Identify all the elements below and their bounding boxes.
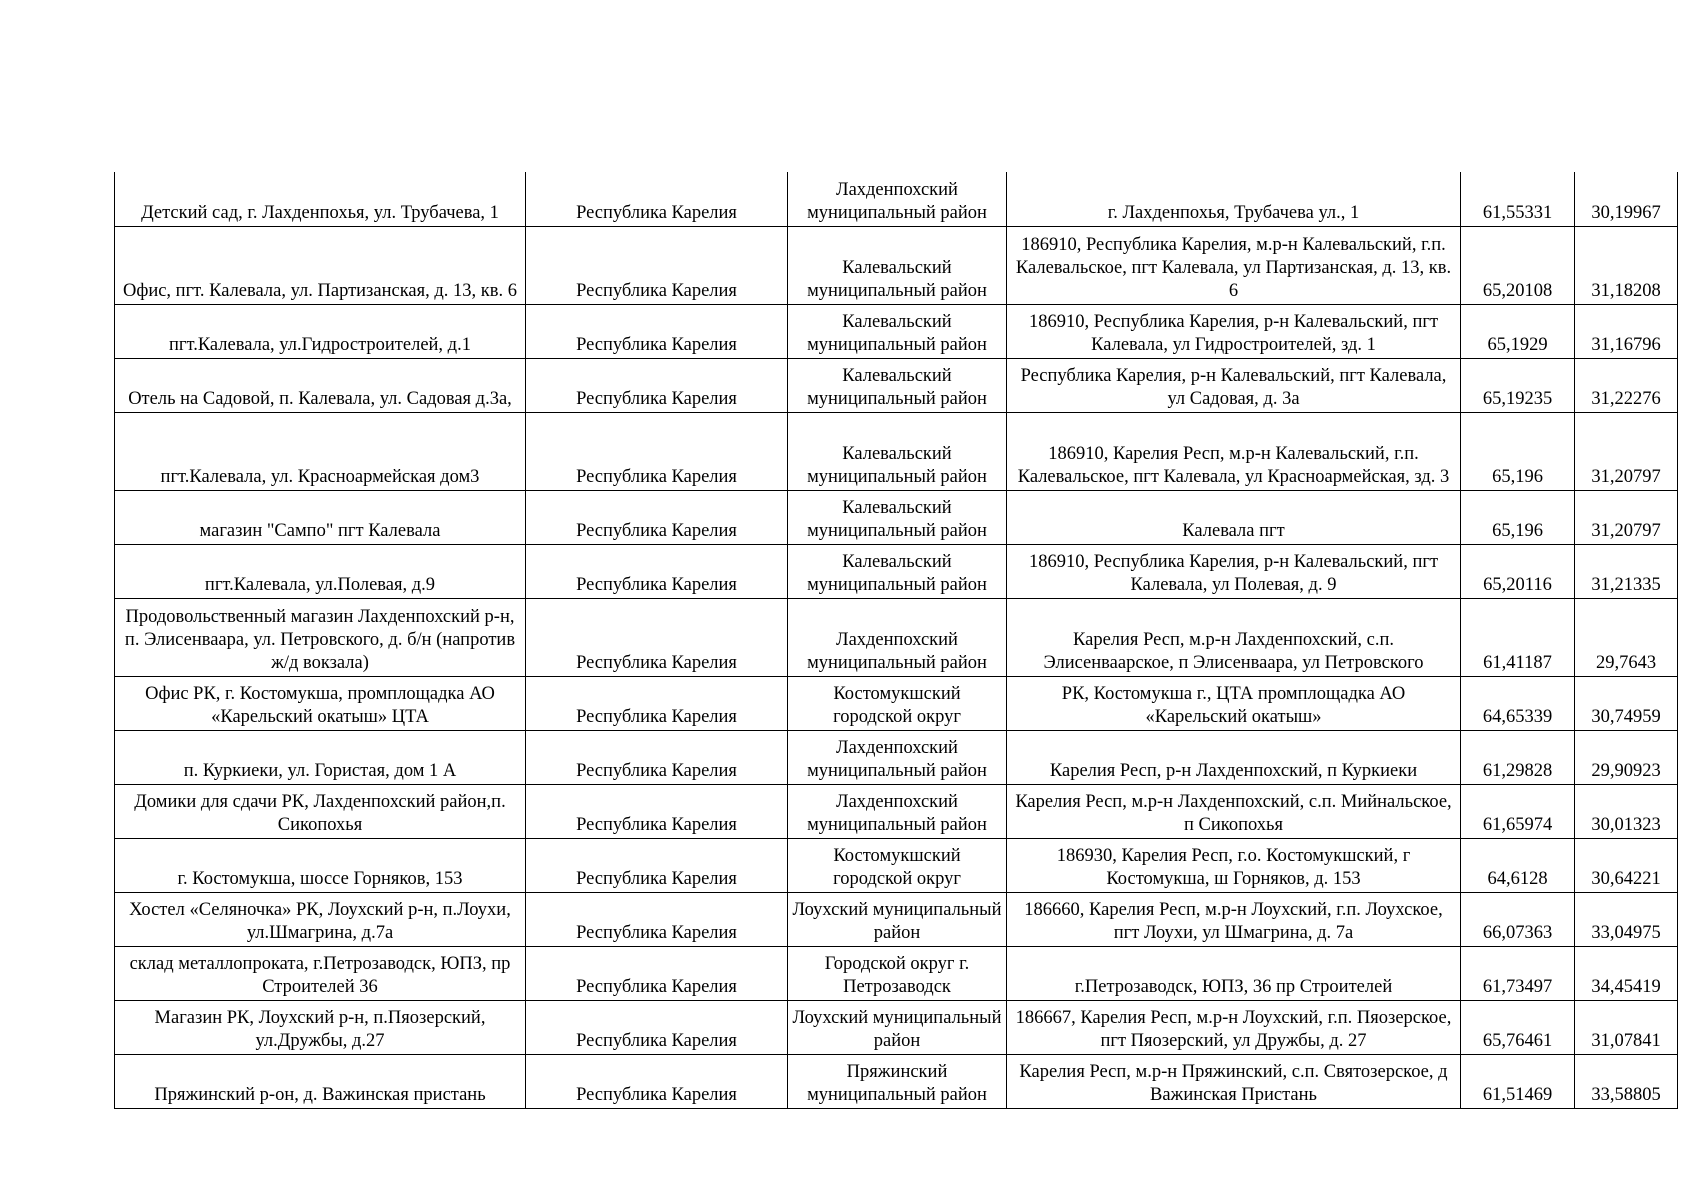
table-row [115, 676, 1678, 730]
cell-longitude: 31,18208 [1575, 226, 1678, 304]
table-row [115, 304, 1678, 358]
cell-longitude: 29,7643 [1575, 598, 1678, 676]
table-row [115, 784, 1678, 838]
cell-district: Костомукшский городской округ [788, 676, 1007, 730]
cell-district: Пряжинский муниципальный район [788, 1054, 1007, 1108]
cell-latitude: 65,19235 [1461, 358, 1575, 412]
cell-district: Калевальский муниципальный район [788, 412, 1007, 490]
cell-latitude: 65,20116 [1461, 544, 1575, 598]
cell-latitude: 61,55331 [1461, 172, 1575, 226]
table-body [115, 172, 1678, 1108]
cell-latitude: 64,65339 [1461, 676, 1575, 730]
cell-latitude: 65,1929 [1461, 304, 1575, 358]
cell-address: РК, Костомукша г., ЦТА промплощадка АО «Карельский окатыш» [1007, 676, 1461, 730]
cell-longitude: 30,19967 [1575, 172, 1678, 226]
table-row [115, 1054, 1678, 1108]
cell-region: Республика Карелия [526, 1054, 788, 1108]
cell-longitude: 31,21335 [1575, 544, 1678, 598]
cell-district: Лоухский муниципальный район [788, 1000, 1007, 1054]
cell-place: пгт.Калевала, ул.Полевая, д.9 [115, 544, 526, 598]
cell-address: г.Петрозаводск, ЮПЗ, 36 пр Строителей [1007, 946, 1461, 1000]
cell-longitude: 31,16796 [1575, 304, 1678, 358]
cell-address: 186910, Карелия Респ, м.р-н Калевальский, г.п. Калевальское, пгт Калевала, ул Красноармейская, зд. 3 [1007, 412, 1461, 490]
cell-address: 186910, Республика Карелия, р-н Калевальский, пгт Калевала, ул Полевая, д. 9 [1007, 544, 1461, 598]
cell-region: Республика Карелия [526, 1000, 788, 1054]
cell-region: Республика Карелия [526, 544, 788, 598]
cell-district: Лоухский муниципальный район [788, 892, 1007, 946]
cell-latitude: 65,20108 [1461, 226, 1575, 304]
cell-latitude: 61,65974 [1461, 784, 1575, 838]
cell-place: Пряжинский р-он, д. Важинская пристань [115, 1054, 526, 1108]
cell-address: Карелия Респ, м.р-н Лахденпохский, с.п. Элисенваарское, п Элисенваара, ул Петровского [1007, 598, 1461, 676]
cell-longitude: 31,22276 [1575, 358, 1678, 412]
cell-address: Карелия Респ, м.р-н Пряжинский, с.п. Святозерское, д Важинская Пристань [1007, 1054, 1461, 1108]
cell-region: Республика Карелия [526, 892, 788, 946]
table-row [115, 226, 1678, 304]
cell-place: г. Костомукша, шоссе Горняков, 153 [115, 838, 526, 892]
cell-latitude: 65,196 [1461, 490, 1575, 544]
cell-place: п. Куркиеки, ул. Гористая, дом 1 А [115, 730, 526, 784]
cell-district: Калевальский муниципальный район [788, 304, 1007, 358]
cell-region: Республика Карелия [526, 304, 788, 358]
cell-address: 186667, Карелия Респ, м.р-н Лоухский, г.п. Пяозерское, пгт Пяозерский, ул Дружбы, д. 27 [1007, 1000, 1461, 1054]
cell-address: Калевала пгт [1007, 490, 1461, 544]
cell-address: Карелия Респ, р-н Лахденпохский, п Куркиеки [1007, 730, 1461, 784]
cell-address: Республика Карелия, р-н Калевальский, пгт Калевала, ул Садовая, д. 3а [1007, 358, 1461, 412]
cell-region: Республика Карелия [526, 598, 788, 676]
cell-district: Калевальский муниципальный район [788, 490, 1007, 544]
cell-district: Калевальский муниципальный район [788, 226, 1007, 304]
cell-place: Офис РК, г. Костомукша, промплощадка АО «Карельский окатыш» ЦТА [115, 676, 526, 730]
cell-address: Карелия Респ, м.р-н Лахденпохский, с.п. Мийнальское, п Сикопохья [1007, 784, 1461, 838]
cell-longitude: 33,58805 [1575, 1054, 1678, 1108]
cell-region: Республика Карелия [526, 730, 788, 784]
cell-latitude: 61,41187 [1461, 598, 1575, 676]
cell-place: магазин "Сампо" пгт Калевала [115, 490, 526, 544]
cell-longitude: 29,90923 [1575, 730, 1678, 784]
cell-place: Офис, пгт. Калевала, ул. Партизанская, д. 13, кв. 6 [115, 226, 526, 304]
cell-district: Лахденпохский муниципальный район [788, 598, 1007, 676]
locations-table [114, 172, 1678, 1109]
cell-region: Республика Карелия [526, 676, 788, 730]
cell-region: Республика Карелия [526, 490, 788, 544]
table-row [115, 838, 1678, 892]
cell-longitude: 30,74959 [1575, 676, 1678, 730]
cell-latitude: 61,73497 [1461, 946, 1575, 1000]
cell-latitude: 66,07363 [1461, 892, 1575, 946]
cell-district: Городской округ г. Петрозаводск [788, 946, 1007, 1000]
cell-latitude: 64,6128 [1461, 838, 1575, 892]
cell-place: склад металлопроката, г.Петрозаводск, ЮПЗ, пр Строителей 36 [115, 946, 526, 1000]
cell-address: г. Лахденпохья, Трубачева ул., 1 [1007, 172, 1461, 226]
cell-longitude: 31,20797 [1575, 490, 1678, 544]
cell-place: пгт.Калевала, ул.Гидростроителей, д.1 [115, 304, 526, 358]
table-row [115, 730, 1678, 784]
cell-region: Республика Карелия [526, 358, 788, 412]
cell-address: 186930, Карелия Респ, г.о. Костомукшский, г Костомукша, ш Горняков, д. 153 [1007, 838, 1461, 892]
cell-longitude: 31,07841 [1575, 1000, 1678, 1054]
cell-latitude: 61,51469 [1461, 1054, 1575, 1108]
cell-district: Лахденпохский муниципальный район [788, 784, 1007, 838]
cell-longitude: 33,04975 [1575, 892, 1678, 946]
table-row [115, 490, 1678, 544]
cell-address: 186910, Республика Карелия, р-н Калевальский, пгт Калевала, ул Гидростроителей, зд. 1 [1007, 304, 1461, 358]
cell-region: Республика Карелия [526, 784, 788, 838]
table-row [115, 946, 1678, 1000]
table-row [115, 172, 1678, 226]
cell-district: Костомукшский городской округ [788, 838, 1007, 892]
cell-place: Отель на Садовой, п. Калевала, ул. Садовая д.3а, [115, 358, 526, 412]
cell-place: Продовольственный магазин Лахденпохский р-н, п. Элисенваара, ул. Петровского, д. б/н (напротив ж/д вокзала) [115, 598, 526, 676]
cell-address: 186910, Республика Карелия, м.р-н Калевальский, г.п. Калевальское, пгт Калевала, ул Партизанская, д. 13, кв. 6 [1007, 226, 1461, 304]
table-row [115, 412, 1678, 490]
cell-district: Лахденпохский муниципальный район [788, 730, 1007, 784]
cell-place: пгт.Калевала, ул. Красноармейская дом3 [115, 412, 526, 490]
cell-region: Республика Карелия [526, 946, 788, 1000]
cell-latitude: 65,76461 [1461, 1000, 1575, 1054]
cell-region: Республика Карелия [526, 226, 788, 304]
table-row [115, 598, 1678, 676]
cell-region: Республика Карелия [526, 172, 788, 226]
cell-longitude: 30,64221 [1575, 838, 1678, 892]
cell-place: Детский сад, г. Лахденпохья, ул. Трубачева, 1 [115, 172, 526, 226]
cell-place: Домики для сдачи РК, Лахденпохский район,п. Сикопохья [115, 784, 526, 838]
table-row [115, 1000, 1678, 1054]
cell-latitude: 65,196 [1461, 412, 1575, 490]
cell-address: 186660, Карелия Респ, м.р-н Лоухский, г.п. Лоухское, пгт Лоухи, ул Шмагрина, д. 7а [1007, 892, 1461, 946]
cell-district: Калевальский муниципальный район [788, 544, 1007, 598]
cell-longitude: 34,45419 [1575, 946, 1678, 1000]
table-row [115, 892, 1678, 946]
cell-latitude: 61,29828 [1461, 730, 1575, 784]
cell-region: Республика Карелия [526, 412, 788, 490]
cell-place: Хостел «Селяночка» РК, Лоухский р-н, п.Лоухи, ул.Шмагрина, д.7а [115, 892, 526, 946]
cell-longitude: 30,01323 [1575, 784, 1678, 838]
cell-place: Магазин РК, Лоухский р-н, п.Пяозерский, ул.Дружбы, д.27 [115, 1000, 526, 1054]
table-row [115, 544, 1678, 598]
table-row [115, 358, 1678, 412]
cell-district: Лахденпохский муниципальный район [788, 172, 1007, 226]
cell-region: Республика Карелия [526, 838, 788, 892]
cell-district: Калевальский муниципальный район [788, 358, 1007, 412]
cell-longitude: 31,20797 [1575, 412, 1678, 490]
